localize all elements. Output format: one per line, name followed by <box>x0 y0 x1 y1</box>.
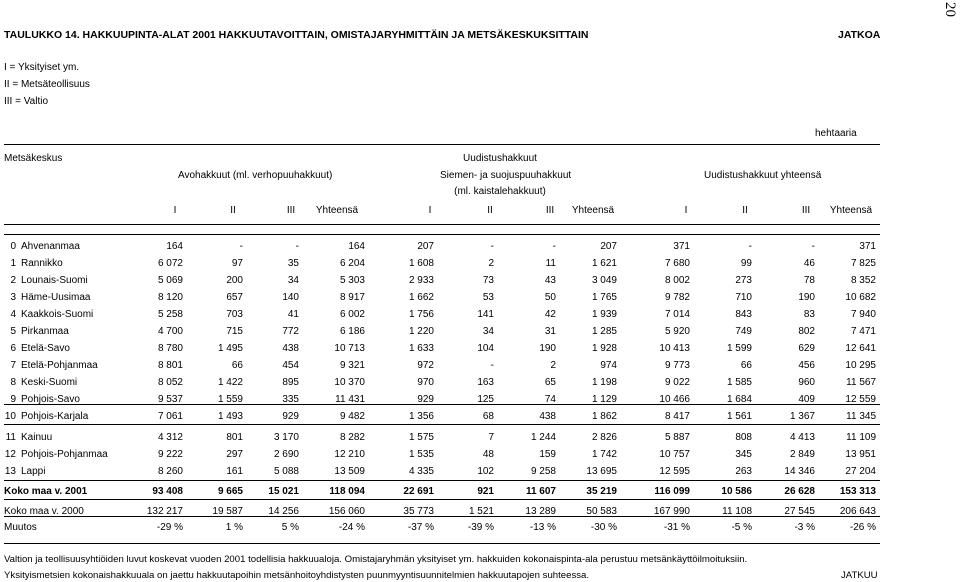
total-row-2001 <box>0 486 880 500</box>
total-row-2000 <box>0 506 880 520</box>
table-cell: 10 370 <box>334 377 365 388</box>
table-cell: 1 493 <box>217 411 243 422</box>
table-cell: 22 691 <box>403 486 434 497</box>
table-cell: 4 413 <box>789 432 815 443</box>
table-cell: 50 <box>544 292 556 303</box>
subheader-col-3: III <box>286 205 296 216</box>
table-cell: 7 471 <box>850 326 876 337</box>
row-label: Lounais-Suomi <box>21 275 88 286</box>
legend-item-3: III = Valtio <box>4 96 49 107</box>
table-cell: 6 204 <box>339 258 365 269</box>
row-number: 0 <box>10 241 16 252</box>
table-cell: 2 849 <box>789 449 815 460</box>
table-cell: 12 595 <box>659 466 690 477</box>
table-cell: 10 295 <box>845 360 876 371</box>
table-cell: 1 220 <box>408 326 434 337</box>
table-cell: 15 021 <box>268 486 299 497</box>
table-cell: 8 260 <box>157 466 183 477</box>
table-cell: 13 289 <box>525 506 556 517</box>
table-cell: 409 <box>798 394 815 405</box>
table-cell: 7 680 <box>664 258 690 269</box>
table-rule <box>4 516 880 517</box>
table-cell: 1 928 <box>591 343 617 354</box>
table-cell: 26 628 <box>784 486 815 497</box>
table-cell: 46 <box>803 258 815 269</box>
table-cell: 11 345 <box>846 411 876 422</box>
table-cell: 161 <box>226 466 243 477</box>
table-cell: 6 186 <box>339 326 365 337</box>
table-cell: 1 742 <box>591 449 617 460</box>
table-cell: 68 <box>482 411 494 422</box>
table-cell: 5 069 <box>157 275 183 286</box>
table-cell: 11 607 <box>525 486 556 497</box>
subheader-col-9: I <box>684 205 688 216</box>
table-cell: 1 684 <box>726 394 752 405</box>
table-cell: 125 <box>477 394 494 405</box>
table-row <box>0 275 880 289</box>
table-cell: 164 <box>348 241 365 252</box>
row-label: Pohjois-Savo <box>21 394 80 405</box>
table-rule <box>4 424 880 425</box>
subheader-col-6: II <box>487 205 493 216</box>
table-cell: -29 % <box>156 522 183 533</box>
subheader-col-5: I <box>428 205 432 216</box>
table-cell: 10 713 <box>334 343 365 354</box>
row-label: Etelä-Pohjanmaa <box>21 360 98 371</box>
table-cell: 11 567 <box>846 377 876 388</box>
table-cell: 921 <box>477 486 494 497</box>
table-cell: -3 % <box>794 522 815 533</box>
table-cell: -13 % <box>529 522 556 533</box>
table-cell: 8 801 <box>157 360 183 371</box>
table-cell: -24 % <box>338 522 365 533</box>
table-cell: 1 633 <box>408 343 434 354</box>
table-cell: 371 <box>859 241 876 252</box>
table-cell: 5 887 <box>664 432 690 443</box>
table-cell: 1 662 <box>408 292 434 303</box>
table-cell: 190 <box>539 343 556 354</box>
table-cell: 9 022 <box>664 377 690 388</box>
row-label: Kainuu <box>21 432 53 443</box>
table-cell: 297 <box>226 449 243 460</box>
table-row <box>0 432 880 446</box>
header-kaistale: (ml. kaistalehakkuut) <box>454 186 546 197</box>
subheader-col-8: Yhteensä <box>571 205 615 216</box>
table-cell: 456 <box>798 360 815 371</box>
table-cell: 48 <box>482 449 494 460</box>
table-cell: 5 088 <box>273 466 299 477</box>
table-cell: 1 939 <box>591 309 617 320</box>
footnote-1: Valtion ja teollisuusyhtiöiden luvut koskevat vuoden 2001 todellisia hakkuualoja. Omistajaryhmän yksityiset ym. hakkuiden kokonaispinta-ala perustuu metsänkäyttöilmoituksiin. <box>4 554 748 565</box>
table-row <box>0 360 880 374</box>
legend-item-2: II = Metsäteollisuus <box>4 79 90 90</box>
table-cell: 93 408 <box>152 486 183 497</box>
table-cell: 1 422 <box>217 377 243 388</box>
table-cell: 10 413 <box>659 343 690 354</box>
table-cell: 1 495 <box>217 343 243 354</box>
row-label: Kaakkois-Suomi <box>21 309 94 320</box>
table-cell: 34 <box>482 326 494 337</box>
table-cell: 97 <box>231 258 243 269</box>
table-cell: 1 559 <box>217 394 243 405</box>
row-label: Pohjois-Karjala <box>21 411 89 422</box>
table-cell: 8 917 <box>339 292 365 303</box>
table-cell: 13 951 <box>845 449 876 460</box>
table-cell: 99 <box>740 258 752 269</box>
table-cell: 118 094 <box>329 486 365 497</box>
table-cell: 438 <box>539 411 556 422</box>
row-number: 13 <box>4 466 16 477</box>
table-cell: 34 <box>287 275 299 286</box>
table-cell: 3 049 <box>591 275 617 286</box>
table-row <box>0 466 880 480</box>
table-row <box>0 326 880 340</box>
table-cell: 1 585 <box>726 377 752 388</box>
table-cell: 141 <box>477 309 494 320</box>
subheader-col-12: Yhteensä <box>829 205 873 216</box>
table-cell: 972 <box>417 360 434 371</box>
table-cell: -39 % <box>467 522 494 533</box>
table-cell: 7 940 <box>850 309 876 320</box>
table-row <box>0 343 880 357</box>
table-cell: 335 <box>282 394 299 405</box>
table-cell: - <box>490 241 494 252</box>
table-cell: 3 170 <box>273 432 299 443</box>
row-label: Pohjois-Pohjanmaa <box>21 449 108 460</box>
table-cell: 9 258 <box>530 466 556 477</box>
table-cell: -26 % <box>849 522 876 533</box>
table-cell: 66 <box>740 360 752 371</box>
row-label: Keski-Suomi <box>21 377 78 388</box>
table-rule <box>4 404 880 405</box>
table-cell: 1 756 <box>408 309 434 320</box>
table-cell: 12 641 <box>845 343 876 354</box>
table-cell: 83 <box>803 309 815 320</box>
table-cell: 1 535 <box>408 449 434 460</box>
row-label: Häme-Uusimaa <box>21 292 91 303</box>
table-cell: 66 <box>231 360 243 371</box>
table-cell: 2 <box>488 258 494 269</box>
table-rule <box>4 480 880 481</box>
table-cell: 2 826 <box>591 432 617 443</box>
table-cell: 159 <box>539 449 556 460</box>
table-row <box>0 411 880 425</box>
subheader-col-4: Yhteensä <box>315 205 359 216</box>
table-cell: 9 321 <box>339 360 365 371</box>
continued-label: JATKOA <box>838 29 881 41</box>
row-number: 1 <box>10 258 16 269</box>
header-top-rule <box>4 144 880 145</box>
table-cell: 371 <box>673 241 690 252</box>
table-cell: 8 052 <box>157 377 183 388</box>
table-cell: 104 <box>477 343 494 354</box>
table-cell: 6 072 <box>157 258 183 269</box>
row-number: 9 <box>10 394 16 405</box>
table-cell: 1 599 <box>726 343 752 354</box>
table-cell: 7 014 <box>664 309 690 320</box>
table-cell: 772 <box>282 326 299 337</box>
table-cell: 1 862 <box>591 411 617 422</box>
table-cell: 1 129 <box>591 394 617 405</box>
table-cell: 73 <box>482 275 494 286</box>
table-cell: 5 303 <box>339 275 365 286</box>
table-cell: 206 643 <box>839 506 876 517</box>
table-cell: 11 <box>545 258 556 269</box>
table-cell: 9 222 <box>157 449 183 460</box>
table-cell: 7 <box>488 432 494 443</box>
table-cell: 895 <box>282 377 299 388</box>
table-cell: 710 <box>735 292 752 303</box>
table-cell: - <box>811 241 815 252</box>
table-cell: - <box>490 360 494 371</box>
table-row <box>0 377 880 391</box>
table-cell: -5 % <box>731 522 752 533</box>
table-cell: 74 <box>544 394 556 405</box>
row-label: Rannikko <box>21 258 63 269</box>
table-cell: 8 780 <box>157 343 183 354</box>
table-cell: 13 509 <box>334 466 365 477</box>
table-cell: 167 990 <box>653 506 690 517</box>
change-row <box>0 522 880 536</box>
table-cell: 1 198 <box>591 377 617 388</box>
table-cell: 12 210 <box>334 449 365 460</box>
table-rule <box>4 234 880 235</box>
row-number: 7 <box>10 360 16 371</box>
table-cell: 207 <box>600 241 617 252</box>
table-row <box>0 449 880 463</box>
table-cell: 703 <box>226 309 243 320</box>
table-cell: 10 682 <box>845 292 876 303</box>
table-cell: 153 313 <box>839 486 876 497</box>
table-cell: 35 <box>287 258 299 269</box>
table-cell: 974 <box>600 360 617 371</box>
table-cell: 929 <box>282 411 299 422</box>
table-cell: 10 586 <box>721 486 752 497</box>
table-cell: 2 933 <box>408 275 434 286</box>
table-cell: 1 % <box>225 522 243 533</box>
footnote-2: Yksityismetsien kokonaishakkuuala on jaettu hakkuutapoihin metsänhoitoyhdistysten puunmyyntisuunnitelmien hakkuutapojen suhteessa. <box>4 570 590 581</box>
table-cell: 273 <box>735 275 752 286</box>
table-cell: 438 <box>282 343 299 354</box>
row-number: 11 <box>5 432 16 443</box>
table-cell: 1 356 <box>408 411 434 422</box>
row-number: 12 <box>4 449 16 460</box>
table-row <box>0 241 880 255</box>
row-label: Etelä-Savo <box>21 343 70 354</box>
table-cell: 27 545 <box>784 506 815 517</box>
table-cell: 801 <box>226 432 243 443</box>
table-cell: 960 <box>798 377 815 388</box>
table-cell: 50 583 <box>586 506 617 517</box>
row-number: 4 <box>10 309 16 320</box>
table-cell: 2 <box>550 360 556 371</box>
row-label: Koko maa v. 2000 <box>4 506 84 517</box>
table-cell: 53 <box>482 292 494 303</box>
table-cell: 8 120 <box>157 292 183 303</box>
table-cell: 14 346 <box>784 466 815 477</box>
table-cell: 9 665 <box>217 486 243 497</box>
table-cell: 132 217 <box>146 506 183 517</box>
table-cell: 454 <box>282 360 299 371</box>
table-cell: - <box>748 241 752 252</box>
table-cell: 207 <box>417 241 434 252</box>
row-label: Koko maa v. 2001 <box>4 486 88 497</box>
unit-label: hehtaaria <box>815 128 857 139</box>
table-cell: 263 <box>735 466 752 477</box>
table-cell: 715 <box>226 326 243 337</box>
continues-label: JATKUU <box>841 570 878 581</box>
table-cell: 1 561 <box>726 411 752 422</box>
row-number: 2 <box>10 275 16 286</box>
table-cell: 8 002 <box>664 275 690 286</box>
row-number: 10 <box>4 411 16 422</box>
row-label: Pirkanmaa <box>21 326 69 337</box>
table-cell: 9 773 <box>664 360 690 371</box>
header-siemen: Siemen- ja suojuspuuhakkuut <box>440 170 572 181</box>
table-cell: 749 <box>735 326 752 337</box>
table-cell: 4 335 <box>408 466 434 477</box>
table-cell: 43 <box>544 275 556 286</box>
subheader-col-7: III <box>545 205 555 216</box>
table-cell: 6 002 <box>339 309 365 320</box>
table-cell: 1 608 <box>408 258 434 269</box>
table-cell: 1 367 <box>789 411 815 422</box>
table-cell: 1 575 <box>408 432 434 443</box>
table-cell: 970 <box>417 377 434 388</box>
table-cell: 629 <box>798 343 815 354</box>
subheader-col-2: II <box>230 205 236 216</box>
row-number: 6 <box>10 343 16 354</box>
row-number: 8 <box>10 377 16 388</box>
table-cell: 12 559 <box>845 394 876 405</box>
row-label: Muutos <box>4 522 37 533</box>
header-region: Metsäkeskus <box>4 153 63 164</box>
table-cell: 10 466 <box>659 394 690 405</box>
page-number: 20 <box>942 2 958 17</box>
table-cell: 1 244 <box>530 432 556 443</box>
subheader-col-10: II <box>742 205 748 216</box>
table-cell: 8 417 <box>664 411 690 422</box>
table-cell: 2 690 <box>273 449 299 460</box>
legend-item-1: I = Yksityiset ym. <box>4 62 80 73</box>
table-cell: 929 <box>417 394 434 405</box>
table-cell: 65 <box>544 377 556 388</box>
table-row <box>0 258 880 272</box>
table-cell: 19 587 <box>212 506 243 517</box>
table-cell: 8 282 <box>339 432 365 443</box>
footnote-rule <box>4 543 880 544</box>
table-cell: 808 <box>735 432 752 443</box>
table-cell: 35 219 <box>586 486 617 497</box>
table-cell: 14 256 <box>268 506 299 517</box>
table-row <box>0 394 880 408</box>
table-cell: 5 920 <box>664 326 690 337</box>
row-number: 5 <box>10 326 16 337</box>
table-cell: 1 621 <box>591 258 617 269</box>
table-cell: - <box>295 241 299 252</box>
table-cell: 7 825 <box>850 258 876 269</box>
table-rule <box>4 499 880 500</box>
row-label: Lappi <box>21 466 46 477</box>
table-cell: 657 <box>226 292 243 303</box>
table-cell: 8 352 <box>850 275 876 286</box>
table-cell: - <box>239 241 243 252</box>
table-cell: 802 <box>798 326 815 337</box>
table-cell: 31 <box>544 326 556 337</box>
table-cell: 41 <box>287 309 299 320</box>
table-cell: 4 312 <box>157 432 183 443</box>
table-cell: 11 109 <box>846 432 876 443</box>
table-cell: 9 537 <box>157 394 183 405</box>
table-cell: - <box>552 241 556 252</box>
table-cell: 102 <box>477 466 494 477</box>
table-cell: 345 <box>735 449 752 460</box>
table-cell: 42 <box>544 309 556 320</box>
row-number: 3 <box>10 292 16 303</box>
table-row <box>0 292 880 306</box>
table-cell: -31 % <box>663 522 690 533</box>
table-cell: 163 <box>477 377 494 388</box>
subheader-col-1: I <box>173 205 177 216</box>
table-cell: 35 773 <box>403 506 434 517</box>
table-cell: 13 695 <box>586 466 617 477</box>
table-row <box>0 309 880 323</box>
table-title: TAULUKKO 14. HAKKUUPINTA-ALAT 2001 HAKKUUTAVOITTAIN, OMISTAJARYHMITTÄIN JA METSÄKESKUKSITTAIN <box>4 29 589 41</box>
header-uudistus-top: Uudistushakkuut <box>463 153 537 164</box>
table-cell: 843 <box>735 309 752 320</box>
table-cell: 5 % <box>281 522 299 533</box>
table-cell: 11 431 <box>335 394 365 405</box>
header-uudistus-total: Uudistushakkuut yhteensä <box>704 170 822 181</box>
table-cell: 9 482 <box>339 411 365 422</box>
row-label: Ahvenanmaa <box>21 241 80 252</box>
table-cell: 200 <box>226 275 243 286</box>
table-cell: 10 757 <box>659 449 690 460</box>
table-cell: 164 <box>166 241 183 252</box>
table-cell: 5 258 <box>157 309 183 320</box>
table-cell: 78 <box>803 275 815 286</box>
table-cell: 1 285 <box>591 326 617 337</box>
table-cell: 1 765 <box>591 292 617 303</box>
table-cell: 156 060 <box>328 506 365 517</box>
table-cell: 27 204 <box>845 466 876 477</box>
table-cell: 140 <box>282 292 299 303</box>
header-avohakkuut: Avohakkuut (ml. verhopuuhakkuut) <box>178 170 333 181</box>
table-cell: 11 108 <box>722 506 752 517</box>
table-cell: 190 <box>798 292 815 303</box>
table-cell: 7 061 <box>157 411 183 422</box>
table-cell: 116 099 <box>654 486 690 497</box>
table-cell: -30 % <box>590 522 617 533</box>
table-cell: 9 782 <box>664 292 690 303</box>
subheader-col-11: III <box>801 205 811 216</box>
table-cell: 4 700 <box>157 326 183 337</box>
table-cell: 1 521 <box>468 506 494 517</box>
header-bottom-rule <box>4 224 880 225</box>
table-cell: -37 % <box>407 522 434 533</box>
